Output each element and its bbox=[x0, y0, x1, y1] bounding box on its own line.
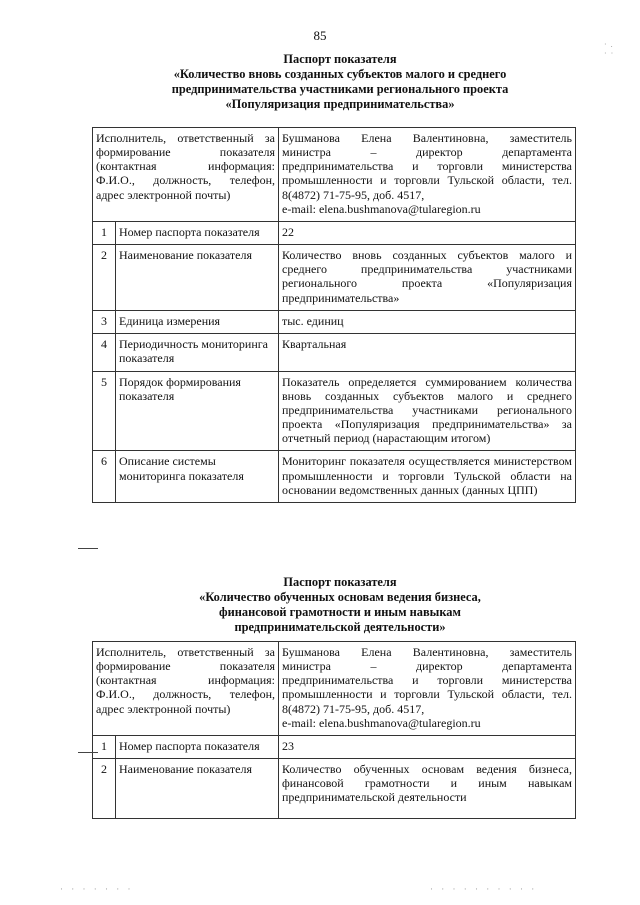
passport-2-table bbox=[92, 641, 576, 819]
table-row bbox=[93, 759, 576, 819]
passport-2-heading-line: «Количество обученных основам ведения бизнеса, bbox=[199, 590, 481, 605]
table-row bbox=[93, 311, 576, 334]
executor-row bbox=[93, 642, 576, 736]
passport-1-heading-line: «Количество вновь созданных субъектов малого и среднего bbox=[173, 67, 507, 82]
row-number: 1 bbox=[93, 735, 116, 758]
scan-specks: · · · · · · · bbox=[60, 884, 134, 894]
row-value: Показатель определяется суммированием количества вновь созданных субъектов малого и среднего предпринимательства участниками регионального проекта «Популяризация предпринимательства» за отчетный период (нарастающим итогом) bbox=[279, 371, 576, 451]
row-value: Количество вновь созданных субъектов малого и среднего предпринимательства участниками регионального проекта «Популяризация предпринимательства» bbox=[279, 245, 576, 311]
row-value: Количество обученных основам ведения бизнеса, финансовой грамотности и иным навыкам предпринимательской деятельности bbox=[279, 759, 576, 819]
executor-value: Бушманова Елена Валентиновна, заместитель министра – директор департамента предпринимательства и торговли министерства промышленности и торговли Тульской области, тел. 8(4872) 71-75-95, доб. 4517, e-mail: elena.bushmanova@tularegion.ru bbox=[279, 642, 576, 736]
row-number: 2 bbox=[93, 759, 116, 819]
row-label: Наименование показателя bbox=[116, 759, 279, 819]
row-number: 2 bbox=[93, 245, 116, 311]
row-label: Наименование показателя bbox=[116, 245, 279, 311]
row-number: 4 bbox=[93, 334, 116, 371]
row-number: 3 bbox=[93, 311, 116, 334]
page-number: 85 bbox=[313, 28, 327, 43]
passport-2-heading bbox=[60, 575, 620, 636]
scan-mark bbox=[78, 548, 98, 549]
executor-label: Исполнитель, ответственный за формирование показателя (контактная информация: Ф.И.О., должность, телефон, адрес электронной почты) bbox=[93, 642, 279, 736]
row-number: 6 bbox=[93, 451, 116, 502]
row-value: 22 bbox=[279, 221, 576, 244]
row-label: Номер паспорта показателя bbox=[116, 221, 279, 244]
passport-2-heading-line: предпринимательской деятельности» bbox=[234, 620, 446, 635]
passport-1-table bbox=[92, 127, 576, 503]
row-value: Мониторинг показателя осуществляется министерством промышленности и торговли Тульской области на основании ведомственных данных (данных ЦПП) bbox=[279, 451, 576, 502]
table-row bbox=[93, 371, 576, 451]
table-row bbox=[93, 334, 576, 371]
row-number: 1 bbox=[93, 221, 116, 244]
row-label: Порядок формирования показателя bbox=[116, 371, 279, 451]
executor-value: Бушманова Елена Валентиновна, заместитель министра – директор департамента предпринимательства и торговли министерства промышленности и торговли Тульской области, тел. 8(4872) 71-75-95, доб. 4517, e-mail: elena.bushmanova@tularegion.ru bbox=[279, 128, 576, 222]
passport-1-heading bbox=[60, 52, 620, 113]
scan-specks: · · · · · · · · · · bbox=[430, 884, 538, 894]
row-value: 23 bbox=[279, 735, 576, 758]
executor-label: Исполнитель, ответственный за формирование показателя (контактная информация: Ф.И.О., должность, телефон, адрес электронной почты) bbox=[93, 128, 279, 222]
row-label: Единица измерения bbox=[116, 311, 279, 334]
passport-1-heading-line: Паспорт показателя bbox=[283, 52, 397, 66]
passport-2-heading-line: Паспорт показателя bbox=[283, 575, 397, 589]
table-row bbox=[93, 451, 576, 502]
row-label: Номер паспорта показателя bbox=[116, 735, 279, 758]
row-label: Описание системы мониторинга показателя bbox=[116, 451, 279, 502]
scan-specks: · . · · bbox=[604, 40, 615, 59]
scan-mark bbox=[78, 752, 98, 753]
table-row bbox=[93, 245, 576, 311]
passport-2-heading-line: финансовой грамотности и иным навыкам bbox=[219, 605, 461, 620]
row-label: Периодичность мониторинга показателя bbox=[116, 334, 279, 371]
executor-row bbox=[93, 128, 576, 222]
table-row bbox=[93, 221, 576, 244]
passport-1-heading-line: «Популяризация предпринимательства» bbox=[225, 97, 455, 112]
passport-1-heading-line: предпринимательства участниками регионального проекта bbox=[171, 82, 509, 97]
row-number: 5 bbox=[93, 371, 116, 451]
table-row bbox=[93, 735, 576, 758]
row-value: Квартальная bbox=[279, 334, 576, 371]
row-value: тыс. единиц bbox=[279, 311, 576, 334]
